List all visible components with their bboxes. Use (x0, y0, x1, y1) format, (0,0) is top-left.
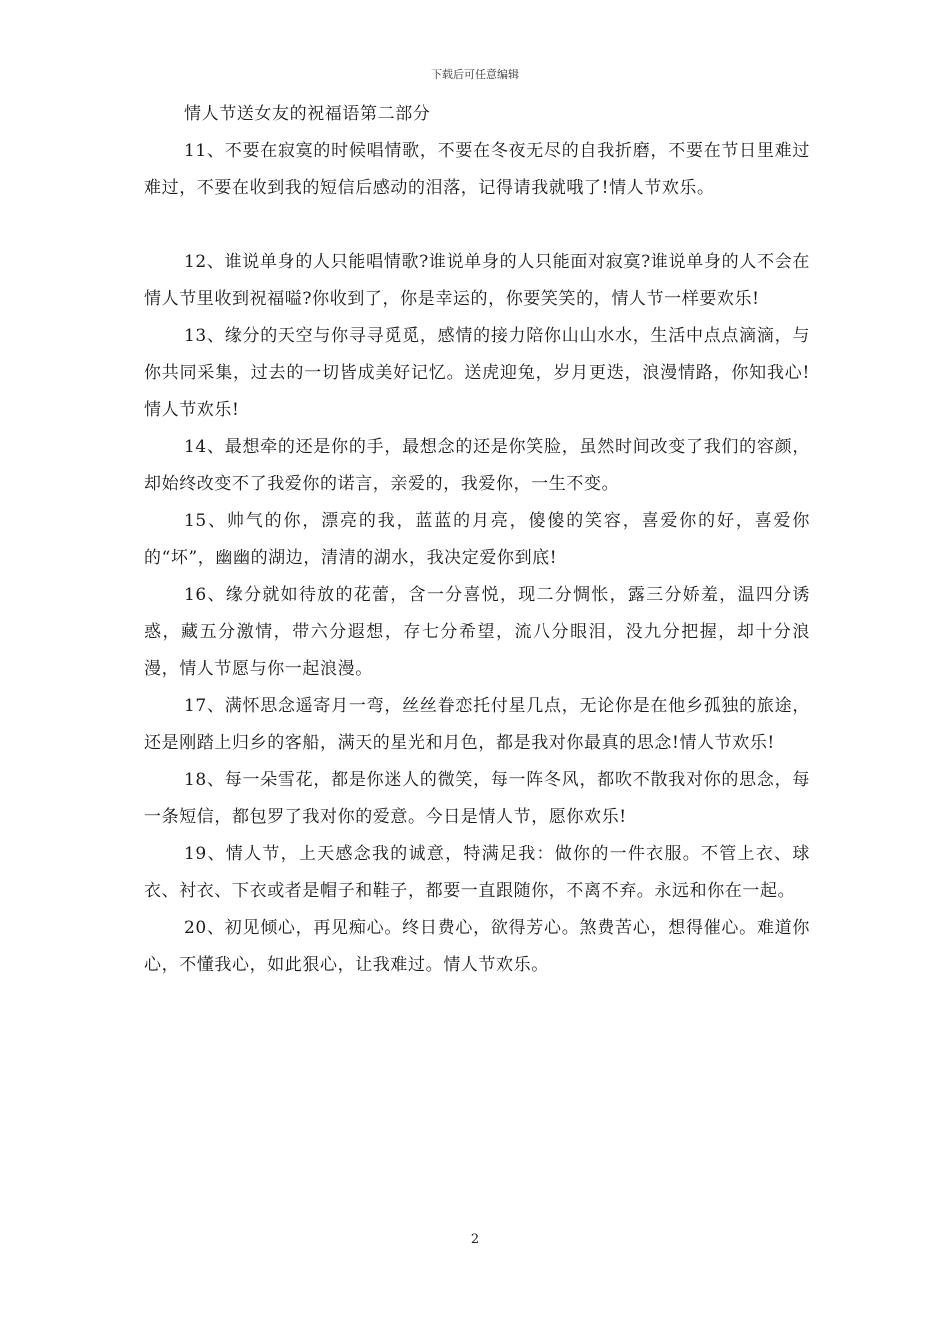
paragraph-11: 11、不要在寂寞的时候唱情歌，不要在冬夜无尽的自我折磨，不要在节日里难过难过，不要在收到我的短信后感动的泪落，记得请我就哦了!情人节欢乐。 (144, 141, 810, 198)
section-title: 情人节送女友的祝福语第二部分 (184, 104, 431, 124)
paragraph-14: 14、最想牵的还是你的手，最想念的还是你笑脸，虽然时间改变了我们的容颜，却始终改变不了我爱你的诺言，亲爱的，我爱你，一生不变。 (144, 437, 810, 494)
paragraph-15: 15、帅气的你，漂亮的我，蓝蓝的月亮，傻傻的笑容，喜爱你的好，喜爱你的“坏”，幽幽的湖边，清清的湖水，我决定爱你到底! (144, 511, 810, 568)
paragraph-20: 20、初见倾心，再见痴心。终日费心，欲得芳心。煞费苦心，想得催心。难道你心，不懂我心，如此狠心，让我难过。情人节欢乐。 (144, 918, 810, 975)
paragraph-17: 17、满怀思念遥寄月一弯，丝丝眷恋托付星几点，无论你是在他乡孤独的旅途，还是刚踏上归乡的客船，满天的星光和月色，都是我对你最真的思念!情人节欢乐! (144, 696, 810, 753)
paragraph-19: 19、情人节，上天感念我的诚意，特满足我：做你的一件衣服。不管上衣、球衣、衬衣、下衣或者是帽子和鞋子，都要一直跟随你，不离不弃。永远和你在一起。 (144, 844, 810, 901)
paragraph-18: 18、每一朵雪花，都是你迷人的微笑，每一阵冬风，都吹不散我对你的思念，每一条短信，都包罗了我对你的爱意。今日是情人节，愿你欢乐! (144, 770, 810, 827)
paragraph-16: 16、缘分就如待放的花蕾，含一分喜悦，现二分惆怅，露三分娇羞，温四分诱惑，藏五分激情，带六分遐想，存七分希望，流八分眼泪，没九分把握，却十分浪漫，情人节愿与你一起浪漫。 (144, 585, 810, 679)
page-number: 2 (470, 1232, 480, 1247)
document-body (144, 96, 810, 984)
header-note: 下载后可任意编辑 (431, 68, 519, 81)
paragraph-13: 13、缘分的天空与你寻寻觅觅，感情的接力陪你山山水水，生活中点点滴滴，与你共同采集，过去的一切皆成美好记忆。送虎迎兔，岁月更迭，浪漫情路，你知我心!情人节欢乐! (144, 326, 810, 420)
paragraph-12: 12、谁说单身的人只能唱情歌?谁说单身的人只能面对寂寞?谁说单身的人不会在情人节里收到祝福嗌?你收到了，你是幸运的，你要笑笑的，情人节一样要欢乐! (144, 252, 810, 309)
